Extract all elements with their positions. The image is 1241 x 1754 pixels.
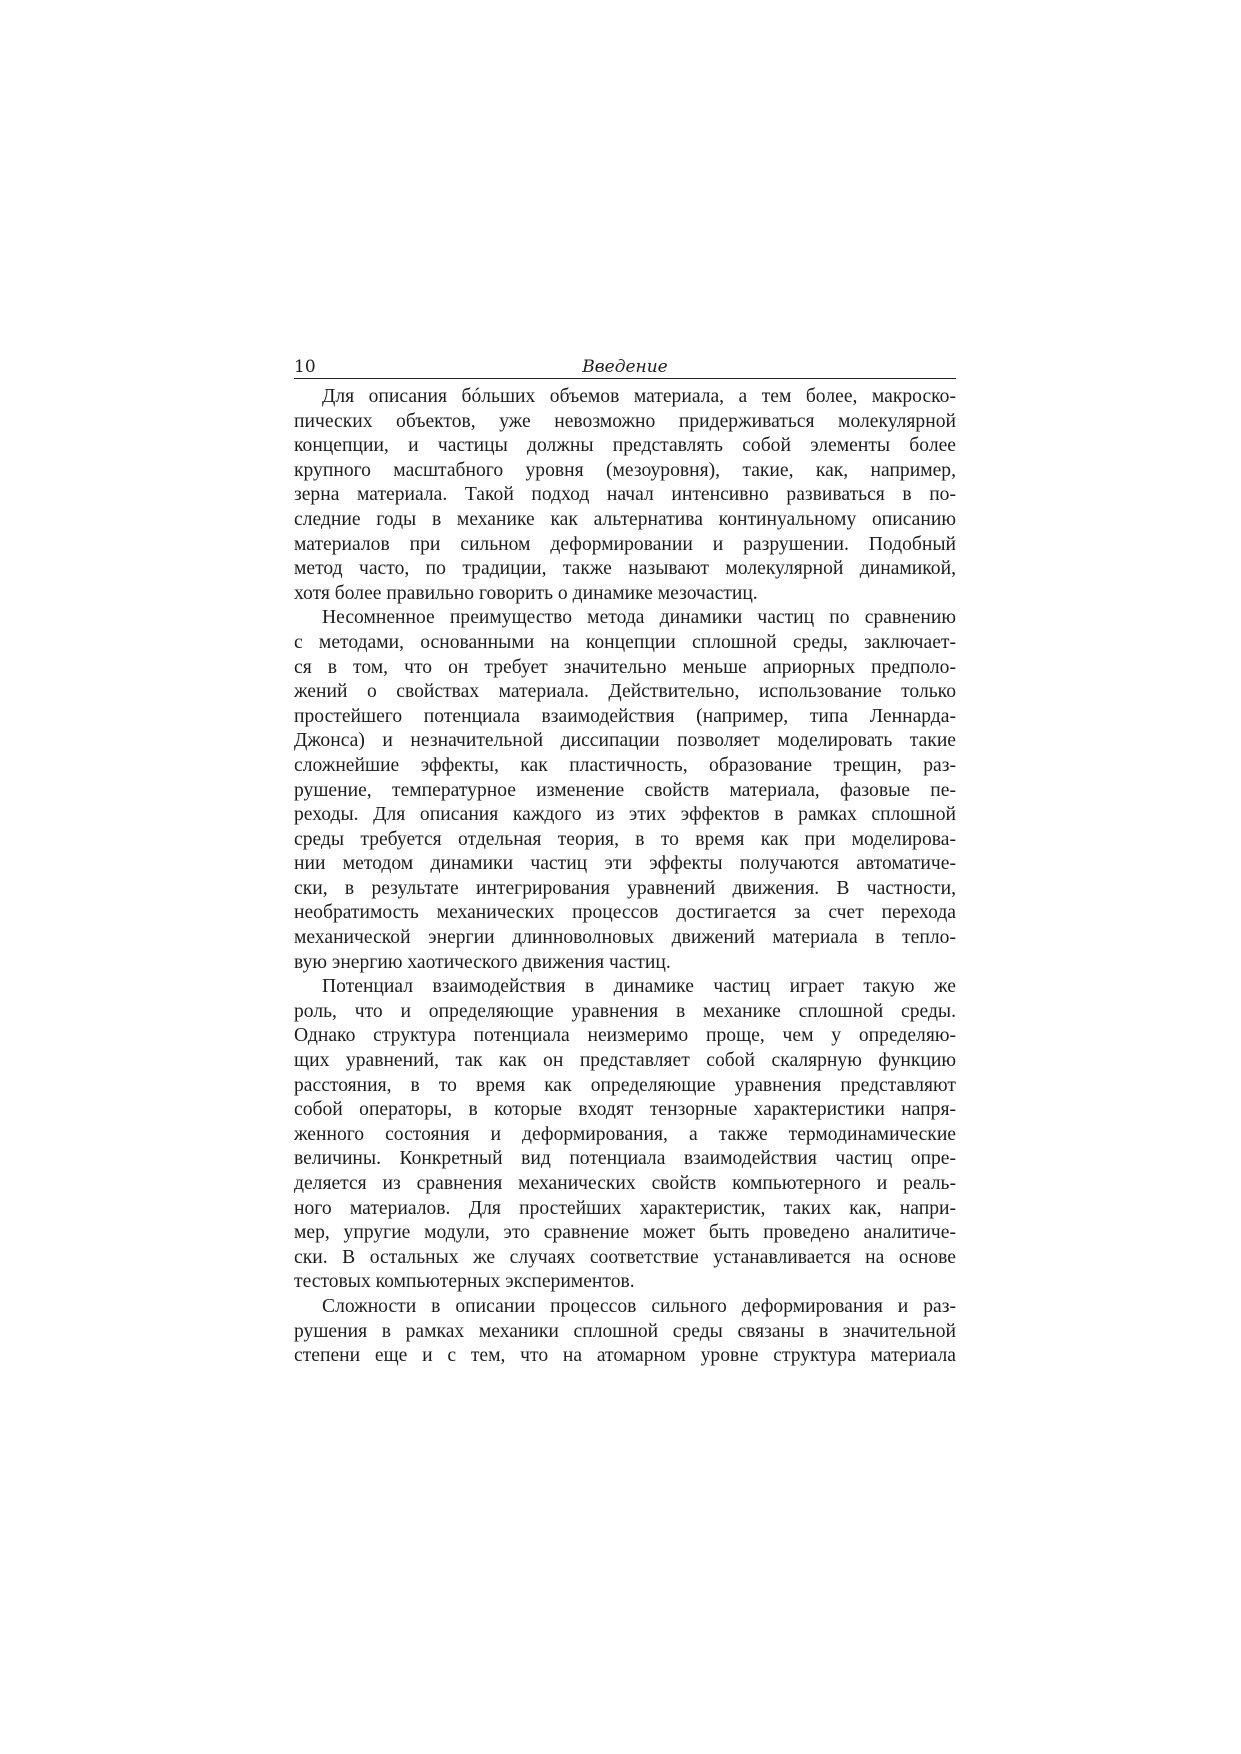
text-line: простейшего потенциала взаимодействия (например, типа Леннарда- bbox=[294, 705, 956, 727]
text-line: Для описания бóльших объемов материала, а тем более, макроско- bbox=[322, 386, 956, 407]
text-line: реходы. Для описания каждого из этих эффектов в рамках сплошной bbox=[294, 804, 956, 826]
paragraph bbox=[294, 975, 956, 1295]
text-line: рушения в рамках механики сплошной среды связаны в значительной bbox=[294, 1320, 956, 1342]
text-line: женного состояния и деформирования, а также термодинамические bbox=[294, 1123, 956, 1145]
text-line: Джонса) и незначительной диссипации позволяет моделировать такие bbox=[294, 730, 956, 752]
running-head bbox=[294, 356, 956, 379]
text-line: материалов при сильном деформировании и разрушении. Подобный bbox=[294, 533, 956, 555]
paragraph bbox=[294, 1295, 956, 1369]
text-line: среды требуется отдельная теория, в то время как при моделирова- bbox=[294, 828, 956, 850]
paragraph bbox=[294, 385, 956, 606]
text-line: с методами, основанными на концепции сплошной среды, заключает- bbox=[294, 631, 956, 653]
text-line: Несомненное преимущество метода динамики частиц по сравнению bbox=[322, 607, 956, 629]
text-line: следние годы в механике как альтернатива континуальному описанию bbox=[294, 508, 956, 530]
text-line: рушение, температурное изменение свойств материала, фазовые пе- bbox=[294, 779, 956, 801]
text-line: Однако структура потенциала неизмеримо проще, чем у определяю- bbox=[294, 1025, 956, 1047]
text-line: ся в том, что он требует значительно меньше априорных предполо- bbox=[294, 656, 956, 678]
book-page bbox=[294, 356, 956, 1369]
page-number: 10 bbox=[294, 357, 316, 377]
text-line: пических объектов, уже невозможно придерживаться молекулярной bbox=[294, 410, 956, 432]
text-line: вую энергию хаотического движения частиц. bbox=[294, 951, 671, 973]
text-line: тестовых компьютерных экспериментов. bbox=[294, 1271, 635, 1293]
text-line: ного материалов. Для простейших характеристик, таких как, напри- bbox=[294, 1197, 956, 1219]
text-line: ски, в результате интегрирования уравнений движения. В частности, bbox=[294, 877, 956, 899]
text-line: Потенциал взаимодействия в динамике частиц играет такую же bbox=[322, 976, 956, 998]
text-line: деляется из сравнения механических свойств компьютерного и реаль- bbox=[294, 1173, 956, 1194]
text-line: собой операторы, в которые входят тензорные характеристики напря- bbox=[294, 1099, 956, 1121]
text-line: ски. В остальных же случаях соответствие устанавливается на основе bbox=[294, 1246, 956, 1268]
paragraph bbox=[294, 606, 956, 975]
text-line: нии методом динамики частиц эти эффекты получаются автоматиче- bbox=[294, 853, 956, 875]
text-line: хотя более правильно говорить о динамике мезочастиц. bbox=[294, 582, 758, 604]
text-line: крупного масштабного уровня (мезоуровня), такие, как, например, bbox=[294, 459, 956, 481]
text-line: метод часто, по традиции, также называют молекулярной динамикой, bbox=[294, 558, 956, 580]
text-line: жений о свойствах материала. Действительно, использование только bbox=[294, 681, 956, 703]
text-line: зерна материала. Такой подход начал интенсивно развиваться в по- bbox=[294, 484, 956, 506]
text-line: необратимость механических процессов достигается за счет перехода bbox=[294, 902, 956, 924]
text-line: степени еще и с тем, что на атомарном уровне структура материала bbox=[294, 1345, 956, 1367]
text-line: величины. Конкретный вид потенциала взаимодействия частиц опре- bbox=[294, 1148, 956, 1170]
text-line: мер, упругие модули, это сравнение может быть проведено аналитиче- bbox=[294, 1222, 956, 1244]
body-text bbox=[294, 385, 956, 1369]
text-line: сложнейшие эффекты, как пластичность, образование трещин, раз- bbox=[294, 754, 956, 776]
text-line: роль, что и определяющие уравнения в механике сплошной среды. bbox=[294, 1000, 956, 1022]
section-title: Введение bbox=[582, 357, 668, 377]
text-line: Сложности в описании процессов сильного деформирования и раз- bbox=[322, 1295, 956, 1317]
text-line: щих уравнений, так как он представляет собой скалярную функцию bbox=[294, 1050, 956, 1072]
text-line: расстояния, в то время как определяющие уравнения представляют bbox=[294, 1074, 956, 1096]
text-line: концепции, и частицы должны представлять собой элементы более bbox=[294, 435, 956, 457]
text-line: механической энергии длинноволновых движений материала в тепло- bbox=[294, 927, 956, 949]
